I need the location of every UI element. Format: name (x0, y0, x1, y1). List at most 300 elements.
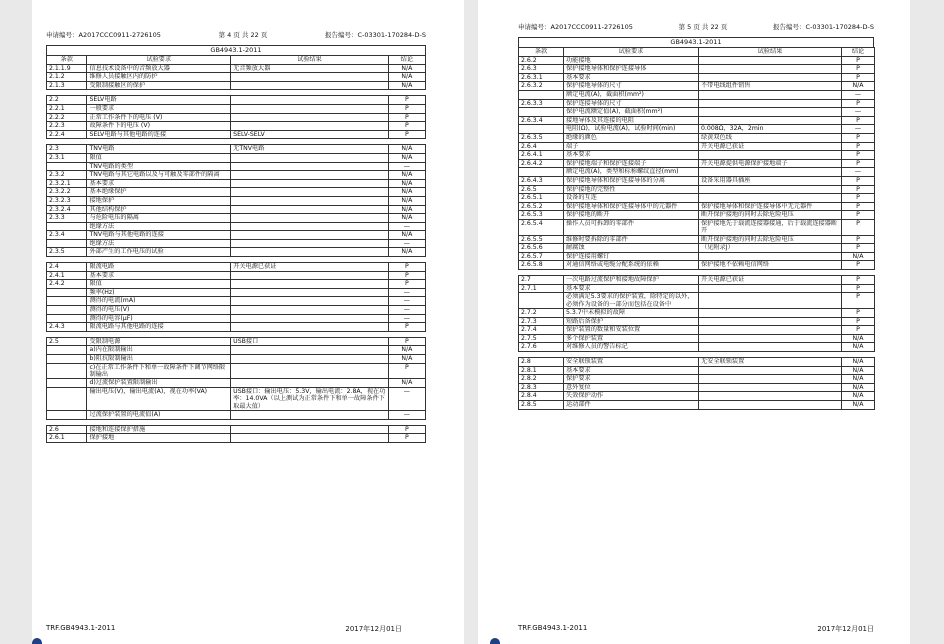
requirement-cell: 绝缘的颜色 (564, 133, 699, 142)
table-row (519, 185, 875, 194)
verdict-cell: N/A (842, 366, 875, 375)
clause-cell: 2.6.4.1 (519, 151, 564, 160)
result-cell (231, 122, 389, 131)
requirement-cell: 功能接地 (564, 56, 699, 65)
clause-cell: 2.6.5.7 (519, 252, 564, 261)
result-cell (699, 284, 842, 293)
requirement-cell: 额定电流(A)，截面积(mm²) (564, 90, 699, 99)
verdict-cell: N/A (388, 153, 425, 162)
requirement-cell: 故障条件下的电压 (V) (87, 122, 231, 131)
table-row (519, 284, 875, 293)
requirement-cell: 保护连接用螺钉 (564, 252, 699, 261)
result-cell (699, 343, 842, 352)
result-cell: （见附录J） (699, 244, 842, 253)
blue-tab-icon (490, 638, 500, 644)
clause-cell: 2.2.3 (47, 122, 87, 131)
verdict-cell: — (388, 162, 425, 171)
verdict-cell: P (842, 235, 875, 244)
verdict-cell: N/A (842, 82, 875, 91)
col-verdict: 结论 (388, 56, 425, 65)
result-cell (699, 401, 842, 410)
report-number: 报告编号：C-03301-170284-D-S (324, 31, 426, 39)
clause-cell: 2.4.1 (47, 271, 87, 280)
verdict-cell: P (842, 65, 875, 74)
test-table (46, 55, 426, 443)
verdict-cell: — (842, 90, 875, 99)
result-cell (231, 162, 389, 171)
verdict-cell: P (842, 219, 875, 235)
verdict-cell: — (842, 168, 875, 177)
result-cell: 无TNV电路 (231, 145, 389, 154)
result-cell (699, 194, 842, 203)
verdict-cell: P (842, 159, 875, 168)
verdict-cell: N/A (842, 392, 875, 401)
clause-cell: 2.2.4 (47, 130, 87, 139)
requirement-cell: 保护装置的数量和安装位置 (564, 326, 699, 335)
requirement-cell: 其他结构保护 (87, 205, 231, 214)
page-footer (46, 624, 402, 634)
table-row (47, 297, 426, 306)
requirement-cell: TNV电路的类型 (87, 162, 231, 171)
verdict-cell: P (388, 113, 425, 122)
form-code: TRF.GB4943.1-2011 (46, 624, 116, 632)
result-cell (699, 185, 842, 194)
result-cell: 开关电源已获证 (699, 142, 842, 151)
table-row (519, 392, 875, 401)
clause-cell: 2.6.5.4 (519, 219, 564, 235)
requirement-cell: 基本要求 (87, 179, 231, 188)
result-cell (231, 379, 389, 388)
verdict-cell: N/A (842, 334, 875, 343)
page-number: 第 4 页 共 22 页 (218, 31, 268, 39)
requirement-cell: 操作人员可拆卸的零部件 (564, 219, 699, 235)
table-row (47, 214, 426, 223)
table-row (519, 235, 875, 244)
table-row (47, 425, 426, 434)
table-row (47, 280, 426, 289)
result-cell (231, 323, 389, 332)
clause-cell: 2.8.4 (519, 392, 564, 401)
verdict-cell: P (842, 276, 875, 285)
requirement-cell: 额定电流(A)，类型和标称螺纹直径(mm) (564, 168, 699, 177)
verdict-cell: N/A (388, 214, 425, 223)
requirement-cell: 限流电路与其他电路的连接 (87, 323, 231, 332)
table-row (519, 343, 875, 352)
table-row (47, 188, 426, 197)
requirement-cell: 保护接地导体和保护连接导体 (564, 65, 699, 74)
requirement-cell: TNV电路与其他电路的连接 (87, 231, 231, 240)
requirement-cell: 耐腐蚀 (564, 244, 699, 253)
clause-cell: 2.2 (47, 96, 87, 105)
requirement-cell: 维修人员接触区内的防护 (87, 73, 231, 82)
result-cell (231, 314, 389, 323)
requirement-cell: 基本要求 (87, 271, 231, 280)
result-cell (231, 297, 389, 306)
table-row (519, 366, 875, 375)
requirement-cell: 接地和连接保护措施 (87, 425, 231, 434)
test-table (518, 47, 875, 410)
result-cell: 保护接地先于载流连接器接通，后于载流连接器断开 (699, 219, 842, 235)
blue-tab-icon (32, 638, 42, 644)
table-row (47, 81, 426, 90)
requirement-cell: 外部产生的工作电压的试验 (87, 248, 231, 257)
result-cell (231, 171, 389, 180)
clause-cell (519, 125, 564, 134)
clause-cell: 2.3 (47, 145, 87, 154)
result-cell: 开关电源已获证 (231, 263, 389, 272)
clause-cell: 2.1.2 (47, 73, 87, 82)
clause-cell: 2.8.1 (519, 366, 564, 375)
verdict-cell: P (842, 211, 875, 220)
clause-cell: 2.6.4.3 (519, 176, 564, 185)
verdict-cell: N/A (388, 179, 425, 188)
clause-cell: 2.7.1 (519, 284, 564, 293)
verdict-cell: P (388, 337, 425, 346)
result-cell (699, 252, 842, 261)
table-row (519, 142, 875, 151)
requirement-cell: 意外复位 (564, 383, 699, 392)
requirement-cell: 设备的互连 (564, 194, 699, 203)
clause-cell: 2.3.2.3 (47, 196, 87, 205)
clause-cell (47, 297, 87, 306)
table-row (519, 82, 875, 91)
requirement-cell: 多个保护装置 (564, 334, 699, 343)
clause-cell (47, 222, 87, 231)
result-cell (231, 231, 389, 240)
verdict-cell: N/A (842, 252, 875, 261)
requirement-cell: b)阻抗限制输出 (87, 355, 231, 364)
result-cell (231, 222, 389, 231)
result-cell (699, 293, 842, 309)
result-cell: 不带电线组件销售 (699, 82, 842, 91)
verdict-cell: P (842, 151, 875, 160)
requirement-cell: c)在正常工作条件下和单一故障条件下调节网络限制输出 (87, 363, 231, 379)
verdict-cell: N/A (388, 379, 425, 388)
result-cell (699, 317, 842, 326)
clause-cell: 2.7.5 (519, 334, 564, 343)
verdict-cell: P (388, 363, 425, 379)
clause-cell (519, 90, 564, 99)
clause-cell: 2.4 (47, 263, 87, 272)
table-row (519, 309, 875, 318)
clause-cell (47, 363, 87, 379)
clause-cell: 2.6.5.8 (519, 261, 564, 270)
requirement-cell: 短路后备保护 (564, 317, 699, 326)
requirement-cell: 过流保护装置的电流值(A) (87, 411, 231, 420)
table-row (519, 334, 875, 343)
clause-cell (47, 388, 87, 411)
page-header (46, 30, 426, 39)
result-cell (231, 81, 389, 90)
clause-cell: 2.6.5.2 (519, 202, 564, 211)
requirement-cell: 保护接地导体和保护连接导体中的元器件 (564, 202, 699, 211)
requirement-cell: 保护接地的完整性 (564, 185, 699, 194)
table-row (47, 323, 426, 332)
table-row (519, 159, 875, 168)
verdict-cell: N/A (388, 188, 425, 197)
result-cell (231, 288, 389, 297)
result-cell: 无音频放大器 (231, 64, 389, 73)
requirement-cell: 与危险电压的隔离 (87, 214, 231, 223)
page-number: 第 5 页 共 22 页 (678, 23, 728, 31)
clause-cell: 2.3.1 (47, 153, 87, 162)
verdict-cell: P (388, 323, 425, 332)
requirement-cell: 绝缘方法 (87, 239, 231, 248)
result-cell (699, 334, 842, 343)
table-row (519, 293, 875, 309)
result-cell (699, 116, 842, 125)
verdict-cell: N/A (388, 346, 425, 355)
requirement-cell: 受限制电源 (87, 337, 231, 346)
footer-date: 2017年12月01日 (817, 625, 874, 633)
clause-cell: 2.6.2 (519, 56, 564, 65)
requirement-cell: 接地导体及其连接的电阻 (564, 116, 699, 125)
table-row (47, 248, 426, 257)
verdict-cell: P (842, 194, 875, 203)
verdict-cell: — (388, 297, 425, 306)
verdict-cell: P (842, 99, 875, 108)
table-row (47, 288, 426, 297)
result-cell (231, 271, 389, 280)
table-row (47, 162, 426, 171)
requirement-cell: 保护接地导体的尺寸 (564, 82, 699, 91)
clause-cell: 2.7.4 (519, 326, 564, 335)
result-cell (231, 179, 389, 188)
requirement-cell: 维修时要拆除的零部件 (564, 235, 699, 244)
clause-cell (47, 314, 87, 323)
clause-cell (47, 288, 87, 297)
table-row (47, 271, 426, 280)
table-row (47, 179, 426, 188)
result-cell: 保护接地不依赖电信网络 (699, 261, 842, 270)
verdict-cell: — (842, 125, 875, 134)
table-row (47, 337, 426, 346)
table-row (47, 96, 426, 105)
requirement-cell: 保护要求 (564, 375, 699, 384)
verdict-cell: P (842, 261, 875, 270)
verdict-cell: P (842, 56, 875, 65)
verdict-cell: P (842, 176, 875, 185)
clause-cell: 2.6.5.5 (519, 235, 564, 244)
result-cell (231, 113, 389, 122)
requirement-cell: TNV电路 (87, 145, 231, 154)
table-row (519, 73, 875, 82)
requirement-cell: 测得的电容(μF) (87, 314, 231, 323)
requirement-cell: 绝缘方法 (87, 222, 231, 231)
table-row (519, 108, 875, 117)
table-row (47, 363, 426, 379)
result-cell: 无安全联锁装置 (699, 358, 842, 367)
page-footer (518, 624, 874, 634)
clause-cell (519, 108, 564, 117)
requirement-cell: 一般要求 (87, 104, 231, 113)
clause-cell: 2.6.4.2 (519, 159, 564, 168)
table-row (519, 383, 875, 392)
requirement-cell: 一次电路过流保护和接地故障保护 (564, 276, 699, 285)
requirement-cell: a)内在限制输出 (87, 346, 231, 355)
verdict-cell: N/A (388, 73, 425, 82)
clause-cell: 2.6.3.5 (519, 133, 564, 142)
clause-cell: 2.3.2.4 (47, 205, 87, 214)
table-row (47, 153, 426, 162)
requirement-cell: 频率(Hz) (87, 288, 231, 297)
result-cell (699, 73, 842, 82)
clause-cell: 2.6.5 (519, 185, 564, 194)
clause-cell: 2.2.2 (47, 113, 87, 122)
report-number: 报告编号：C-03301-170284-D-S (772, 23, 874, 31)
table-row (47, 145, 426, 154)
clause-cell (47, 411, 87, 420)
requirement-cell: 基本绝缘保护 (87, 188, 231, 197)
table-row (519, 194, 875, 203)
verdict-cell: — (388, 222, 425, 231)
page-header (518, 22, 874, 31)
result-cell: 开关电源提供电源保护接地端子 (699, 159, 842, 168)
clause-cell: 2.6.5.1 (519, 194, 564, 203)
clause-cell: 2.8 (519, 358, 564, 367)
verdict-cell: — (388, 314, 425, 323)
requirement-cell: 基本要求 (564, 366, 699, 375)
result-cell (699, 309, 842, 318)
clause-cell: 2.6.3.3 (519, 99, 564, 108)
table-row (47, 130, 426, 139)
table-row (519, 317, 875, 326)
col-verdict: 结论 (842, 48, 875, 57)
result-cell (699, 56, 842, 65)
table-row (519, 125, 875, 134)
clause-cell: 2.7 (519, 276, 564, 285)
clause-cell: 2.3.2.2 (47, 188, 87, 197)
clause-cell: 2.3.3 (47, 214, 87, 223)
table-row (519, 401, 875, 410)
table-row (47, 113, 426, 122)
clause-cell: 2.6.5.3 (519, 211, 564, 220)
result-cell (231, 96, 389, 105)
table-row (47, 411, 426, 420)
verdict-cell: — (388, 388, 425, 411)
requirement-cell: 保护接地端子和保护连接端子 (564, 159, 699, 168)
clause-cell: 2.6.3.2 (519, 82, 564, 91)
result-cell (231, 411, 389, 420)
table-row (47, 346, 426, 355)
requirement-cell: 端子 (564, 142, 699, 151)
table-row (519, 252, 875, 261)
verdict-cell: N/A (388, 248, 425, 257)
result-cell: 绿黄双色线 (699, 133, 842, 142)
table-row (47, 388, 426, 411)
table-row (47, 314, 426, 323)
requirement-cell: 对通信网络或电缆分配系统的依赖 (564, 261, 699, 270)
clause-cell: 2.6.3 (519, 65, 564, 74)
table-row (47, 104, 426, 113)
verdict-cell: P (388, 122, 425, 131)
clause-cell: 2.7.3 (519, 317, 564, 326)
result-cell (231, 280, 389, 289)
result-cell (699, 326, 842, 335)
verdict-cell: — (388, 411, 425, 420)
result-cell (231, 355, 389, 364)
clause-cell: 2.1.1.9 (47, 64, 87, 73)
requirement-cell: 受限制接触区的保护 (87, 81, 231, 90)
clause-cell: 2.7.6 (519, 343, 564, 352)
verdict-cell: — (388, 239, 425, 248)
verdict-cell: N/A (388, 145, 425, 154)
table-row (519, 116, 875, 125)
result-cell: USB接口：输出电压：5.3V，输出电流：2.8A，视在功率：14.0VA（以上测试为正常条件下和单一故障条件下取最大值） (231, 388, 389, 411)
result-cell (699, 108, 842, 117)
requirement-cell: 5.3.7中未模拟的故障 (564, 309, 699, 318)
clause-cell (47, 355, 87, 364)
table-row (519, 133, 875, 142)
col-clause: 条款 (519, 48, 564, 57)
verdict-cell: N/A (842, 343, 875, 352)
verdict-cell: P (842, 185, 875, 194)
clause-cell: 2.6.4 (519, 142, 564, 151)
verdict-cell: P (388, 280, 425, 289)
result-cell: 断开保护接地的同时去除危险电压 (699, 211, 842, 220)
col-requirement: 试验要求 (564, 48, 699, 57)
verdict-cell: — (388, 288, 425, 297)
requirement-cell: SELV电路 (87, 96, 231, 105)
verdict-cell: N/A (388, 231, 425, 240)
result-cell (699, 168, 842, 177)
report-page-5 (478, 0, 910, 644)
requirement-cell: 失效保护动作 (564, 392, 699, 401)
result-cell (231, 306, 389, 315)
table-row (47, 122, 426, 131)
clause-cell (519, 293, 564, 309)
table-row (519, 176, 875, 185)
result-cell (231, 239, 389, 248)
result-cell (699, 392, 842, 401)
verdict-cell: P (388, 434, 425, 443)
verdict-cell: N/A (388, 171, 425, 180)
table-row (519, 56, 875, 65)
verdict-cell: P (842, 244, 875, 253)
verdict-cell: P (388, 96, 425, 105)
requirement-cell: d)过流保护装置限制输出 (87, 379, 231, 388)
clause-cell (47, 306, 87, 315)
verdict-cell: P (842, 133, 875, 142)
requirement-cell: 测得的电流(mA) (87, 297, 231, 306)
requirement-cell: 限流电路 (87, 263, 231, 272)
requirement-cell: 安全联锁装置 (564, 358, 699, 367)
clause-cell: 2.3.2.1 (47, 179, 87, 188)
result-cell (231, 153, 389, 162)
result-cell: 保护接地导体和保护连接导体中无元器件 (699, 202, 842, 211)
verdict-cell: P (842, 284, 875, 293)
table-row (519, 90, 875, 99)
result-cell (231, 104, 389, 113)
table-row (47, 355, 426, 364)
result-cell: 开关电源已获证 (699, 276, 842, 285)
clause-cell: 2.8.2 (519, 375, 564, 384)
clause-cell: 2.4.2 (47, 280, 87, 289)
result-cell (231, 196, 389, 205)
result-cell: 断开保护接地的同时去除危险电压 (699, 235, 842, 244)
result-cell (231, 363, 389, 379)
requirement-cell: 输出电压(V)，输出电流(A)，视在功率(VA) (87, 388, 231, 411)
clause-cell: 2.6.3.1 (519, 73, 564, 82)
requirement-cell: 基本要求 (564, 151, 699, 160)
result-cell (231, 188, 389, 197)
result-cell (231, 425, 389, 434)
table-row (519, 211, 875, 220)
report-page-4 (32, 0, 464, 644)
table-row (519, 244, 875, 253)
requirement-cell: 信息技术设备中的音频放大器 (87, 64, 231, 73)
requirement-cell: 保护接地 (87, 434, 231, 443)
